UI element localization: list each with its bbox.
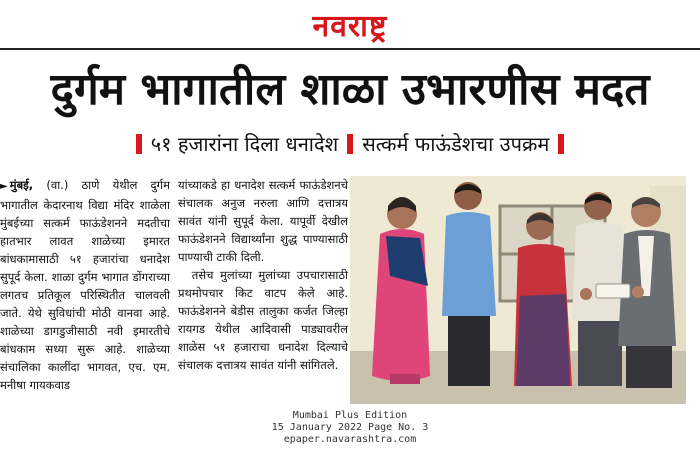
article-body: [0, 176, 348, 404]
footer-edition: Mumbai Plus Edition: [292, 410, 408, 421]
footer-url: epaper.navarashtra.com: [283, 434, 417, 445]
lead-text: ठाणे येथील दुर्गम: [81, 178, 171, 192]
dateline: मुंबई,: [9, 178, 34, 192]
column-1-text: भागातील केदारनाथ विद्या मंदिर शाळेला मुंबईच्या सत्कर्म फाऊंडेशनने मदतीचा हातभार लावत शाळेच्या इमारत बांधकामासाठी ५१ हजारांचा धनादेश सुपूर्द केला. शाळा दुर्गम भागात डोंगराच्या लगतच प्रतिकूल परिस्थितीत चालवली जाते. येथे सुविधांची मोठी वानवा आहे. शाळेच्या डागडुजीसाठी नवी इमारतीचे बांधकाम सध्या सुरू आहे. शाळेच्या संचालिका कालींदा भागवत, एच. एम. मनीषा गायकवाड: [0, 198, 170, 392]
photo-illustration: [350, 176, 686, 404]
column-2-paragraph-1: यांच्याकडे हा धनादेश सत्कर्म फाऊंडेशनचे संचालक अनुज नरुला आणि दत्तात्रय सावंत यांनी सुपूर्द केला. यापूर्वी देखील फाऊंडेशनने विद्यार्थ्यांना शुद्ध पाण्यासाठी पाण्याची टाकी दिली.: [178, 178, 348, 264]
subheadline-2: सत्कर्म फाऊंडेशचा उपक्रम: [362, 132, 550, 156]
dateline-marker-icon: ►: [0, 181, 8, 192]
subheadline-row: [0, 130, 700, 158]
subhead-marker: [558, 134, 564, 154]
column-2-paragraph-2: तसेच मुलांच्या मुलांच्या उपचारासाठी प्रथमोपचार किट वाटप केले आहे. फाऊंडेशनने बेडीस तालुका कर्जत जिल्हा रायगड येथील आदिवासी पाड्यावरील शाळेस ५१ हजाराचा धनादेश दिल्याचे संचालक दत्तात्रय सावंत यांनी सांगितले.: [178, 268, 348, 372]
subheadline-1: ५१ हजारांना दिला धनादेश: [150, 132, 339, 156]
footer-date-page: 15 January 2022 Page No. 3: [271, 422, 429, 433]
article-headline: दुर्गम भागातील शाळा उभारणीस मदत: [50, 64, 650, 115]
subhead-marker: [347, 134, 353, 154]
subhead-marker: [136, 134, 142, 154]
newspaper-masthead: नवराष्ट्र: [312, 9, 388, 44]
masthead-rule: [0, 48, 700, 50]
article-column-1: [0, 176, 170, 404]
agency-credit: (वा.): [46, 178, 69, 192]
page-footer: [0, 410, 700, 446]
article-column-2: [178, 176, 348, 404]
article-photo: [350, 176, 686, 404]
